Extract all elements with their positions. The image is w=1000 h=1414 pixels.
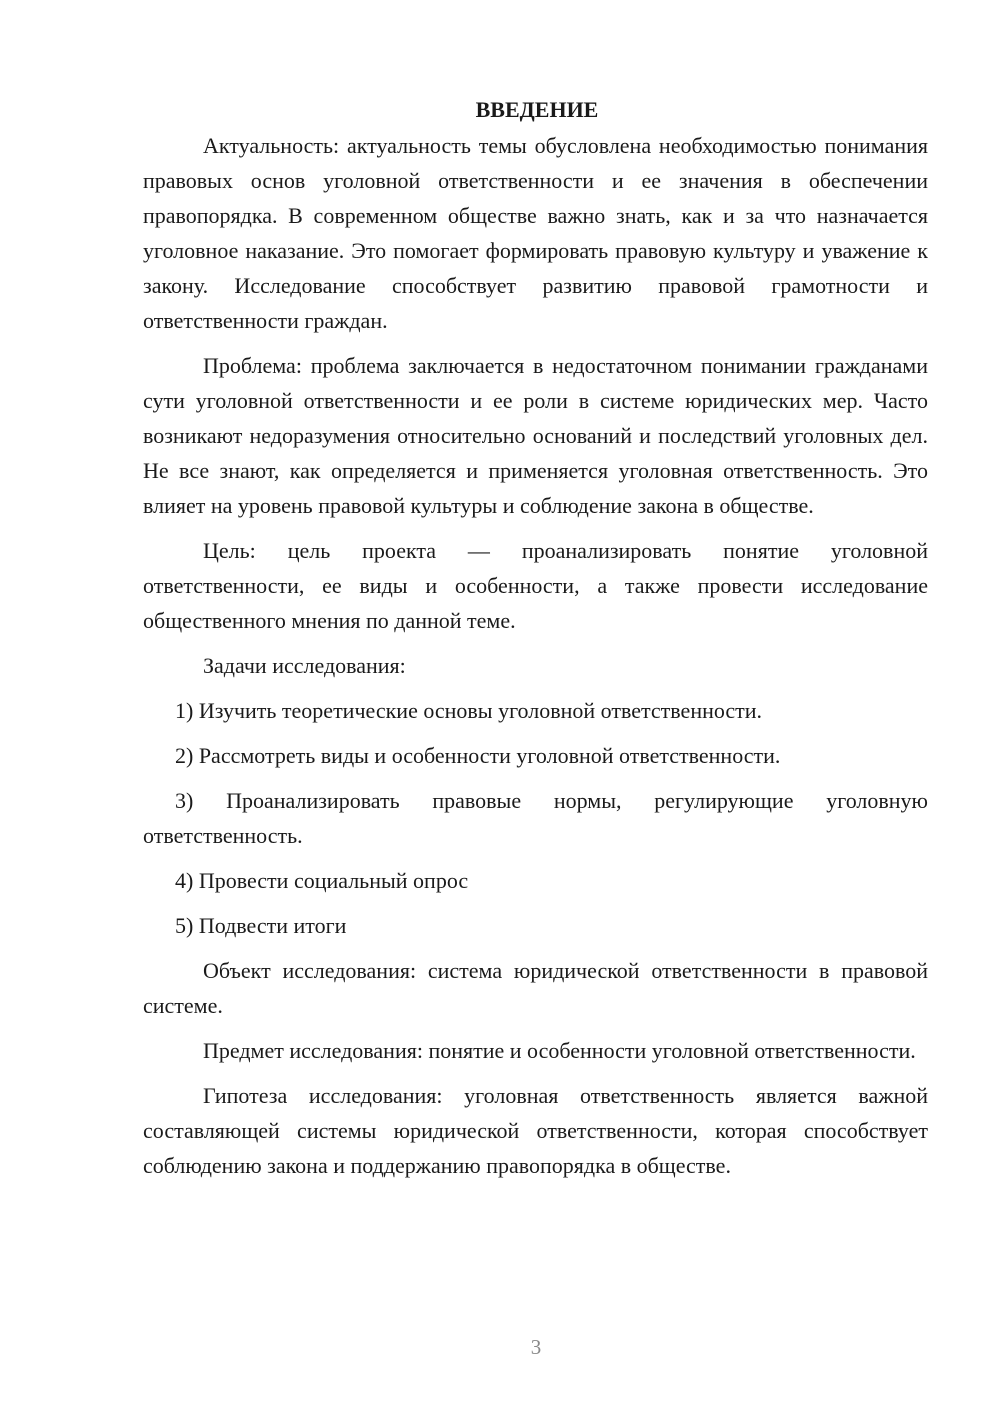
paragraph-tasks-heading: Задачи исследования: bbox=[203, 653, 406, 678]
document-page bbox=[143, 92, 928, 1193]
paragraph-goal: Цель: цель проекта — проанализировать понятие уголовной ответственности, ее виды и особенности, а также провести исследование общественного мнения по данной теме. bbox=[143, 538, 928, 633]
task-item-1: 1) Изучить теоретические основы уголовной ответственности. bbox=[175, 698, 763, 723]
page-title: ВВЕДЕНИЕ bbox=[475, 97, 599, 122]
task-item-5: 5) Подвести итоги bbox=[175, 913, 347, 938]
paragraph-relevance: Актуальность: актуальность темы обусловлена необходимостью понимания правовых основ уголовной ответственности и ее значения в обеспечении правопорядка. В современном обществе важно знать, как и за что назначается уголовное наказание. Это помогает формировать правовую культуру и уважение к закону. Исследование способствует развитию правовой грамотности и ответственности граждан. bbox=[143, 133, 928, 333]
paragraph-problem: Проблема: проблема заключается в недостаточном понимании гражданами сути уголовной ответственности и ее роли в системе юридических мер. Часто возникают недоразумения относительно оснований и последствий уголовных дел. Не все знают, как определяется и применяется уголовная ответственность. Это влияет на уровень правовой культуры и соблюдение закона в обществе. bbox=[143, 353, 928, 518]
page-number: 3 bbox=[530, 1335, 542, 1359]
paragraph-hypothesis: Гипотеза исследования: уголовная ответственность является важной составляющей системы юридической ответственности, которая способствует соблюдению закона и поддержанию правопорядка в обществе. bbox=[143, 1083, 928, 1178]
paragraph-object: Объект исследования: система юридической ответственности в правовой системе. bbox=[143, 958, 928, 1018]
paragraph-subject: Предмет исследования: понятие и особенности уголовной ответственности. bbox=[203, 1038, 916, 1063]
task-item-2: 2) Рассмотреть виды и особенности уголовной ответственности. bbox=[175, 743, 781, 768]
task-item-4: 4) Провести социальный опрос bbox=[175, 868, 469, 893]
task-item-3: 3) Проанализировать правовые нормы, регулирующие уголовную ответственность. bbox=[143, 788, 928, 848]
